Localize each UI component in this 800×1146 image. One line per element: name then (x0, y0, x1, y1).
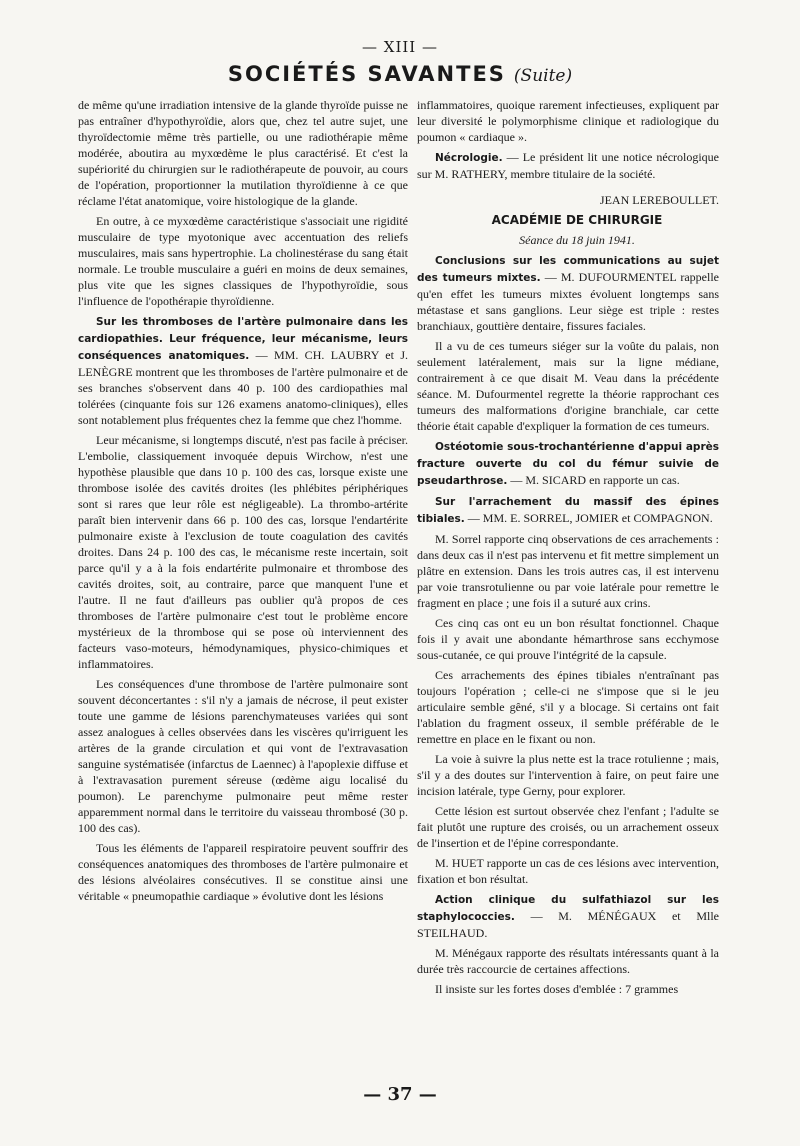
paragraph: La voie à suivre la plus nette est la trace rotulienne ; mais, s'il y a des doutes sur l'intervention à faire, on peut faire une incision latérale, type Gerny, pour explorer. (417, 752, 719, 798)
paragraph-body: — MM. CH. LAUBRY et J. LENÈGRE montrent que les thromboses de l'artère pulmonaire et de ses branches s'observent dans 40 p. 100 des cardiopathies mal tolérées (cinquante fois sur 126 examens anatomo-cliniques), elles sont notablement plus fréquentes chez la femme que chez l'homme. (78, 348, 408, 427)
paragraph-heading: Sur les thromboses de l'artère pulmonaire dans les cardiopathies. Leur fréquence, leur mécanisme, leurs conséquences anatomiques. (78, 316, 408, 362)
page-header (0, 62, 800, 86)
paragraph-arrachement (417, 493, 719, 527)
paragraph: de même qu'une irradiation intensive de la glande thyroïde puisse ne pas entraîner d'hypothyroïdie, alors que, chez tel autre sujet, une thyroïdectomie même très partielle, ou une radiothérapie même modérée, aboutira au myxœdème le plus caractérisé. Et c'est la supériorité du chirurgien sur le radiothérapeute de pouvoir, au cours de l'opération, proportionner la mutilation thyroïdienne à ce que réclame l'état anatomique, voire histologique de la glande. (78, 98, 408, 208)
paragraph-heading: Ostéotomie sous-trochantérienne d'appui après fracture ouverte du col du fémur suivie de pseudarthrose. (417, 441, 719, 487)
right-column (417, 97, 719, 1001)
paragraph-heading: Nécrologie. (435, 152, 503, 164)
paragraph-heading: Conclusions sur les communications au sujet des tumeurs mixtes. (417, 255, 719, 284)
paragraph: Les conséquences d'une thrombose de l'artère pulmonaire sont souvent déconcertantes : s'il n'y a jamais de nécrose, il peut exister toute une gamme de lésions parenchymateuses variées qui sont assez analogues à celles observées dans les viscères qu'irriguent les artères de la grande circulation et qui vont de l'extravasation sanguine systématisée (infarctus de Laennec) à l'apoplexie diffuse et à l'extravasation purement séreuse (œdème aigu localisé du poumon). Le parenchyme pulmonaire peut même rester apparemment normal dans le territoire du vaisseau thrombosé (30 p. 100 des cas). (78, 677, 408, 835)
header-title: SOCIÉTÉS SAVANTES (227, 62, 506, 86)
paragraph-body: — M. SICARD en rapporte un cas. (510, 473, 680, 487)
paragraph-tumeurs (417, 252, 719, 334)
paragraph-body: — Le président lit une notice nécrologique sur M. RATHERY, membre titulaire de la société. (417, 150, 720, 181)
paragraph: Ces cinq cas ont eu un bon résultat fonctionnel. Chaque fois il y avait une abondante hémarthrose sans ecchymose sous-cutanée, ce qui prouve l'intégrité de la capsule. (417, 616, 719, 662)
paragraph-thromboses (78, 313, 408, 428)
header-suite: (Suite) (513, 66, 573, 86)
paragraph-body: — M. MÉNÉGAUX et Mlle STEILHAUD. (417, 909, 720, 940)
paragraph: En outre, à ce myxœdème caractéristique s'associait une rigidité musculaire de type myotonique avec accentuation des reliefs musculaires, mais sans hypertrophie. La cholinestérase du sang était normale. Le trouble musculaire a guéri en moins de deux semaines, plus vite que les signes classiques de l'hypothyroïdie, sous l'influence de l'opothérapie thyroïdienne. (78, 214, 408, 308)
paragraph: inflammatoires, quoique rarement infectieuses, expliquent par leur diversité le polymorphisme clinique et radiologique du poumon « cardiaque ». (417, 98, 719, 144)
paragraph-necrologie (417, 149, 719, 182)
paragraph: M. HUET rapporte un cas de ces lésions avec intervention, fixation et bon résultat. (417, 856, 719, 886)
paragraph: Il a vu de ces tumeurs siéger sur la voûte du palais, non seulement latéralement, mais sur la ligne médiane, contrairement à ce que disait M. Veau dans la précédente séance. M. Dufourmentel regrette la théorie rapprochant ces tumeurs des malformations d'origine branchiale, car cette théorie était capable d'expliquer la formation de ces tumeurs. (417, 339, 719, 433)
folio: — XIII — (362, 38, 438, 56)
section-subtitle: Séance du 18 juin 1941. (519, 233, 635, 247)
paragraph: Ces arrachements des épines tibiales n'entraînant pas toujours l'opération ; celle-ci ne s'impose que si le jeu articulaire semble gêné, s'il y a blocage. Si certains ont fait l'ablation du fragment osseux, il semble préférable de le remettre en place en le fixant ou non. (417, 668, 719, 746)
paragraph: M. Ménégaux rapporte des résultats intéressants quant à la durée très raccourcie de certaines affections. (417, 946, 719, 976)
paragraph: Cette lésion est surtout observée chez l'enfant ; l'adulte se fait plutôt une rupture des croisés, ou un arrachement osseux de l'insertion et de l'épine correspondante. (417, 804, 719, 850)
page-number: — 37 — (363, 1084, 437, 1105)
paragraph: Leur mécanisme, si longtemps discuté, n'est pas facile à préciser. L'embolie, classiquement invoquée depuis Wirchow, n'est une hypothèse plausible que dans 10 p. 100 des cas, lorsque existe une thrombose isolée des cavités droites (les phlébites périphériques sont si rares que leur rôle est négligeable). La thrombo-artérite paraît bien intervenir dans 66 p. 100 des cas, lorsque l'endartérite pulmonaire existe à l'exclusion de toute coagulation des cavités droites. Dans 24 p. 100 des cas, le mécanisme reste incertain, soit parce qu'il y a à la fois endartérite pulmonaire et thrombose des cavités droites, soit, au contraire, parce que manquent l'une et l'autre. Il ne faut d'ailleurs pas oublier qu'à propos de ces thromboses de l'artère pulmonaire c'est tout le problème encore mystérieux de la thrombose qui se pose où interviennent des facteurs vaso-moteurs, hémodynamiques, physico-chimiques et inflammatoires. (78, 433, 408, 671)
paragraph-body: — MM. E. SORREL, JOMIER et COMPAGNON. (467, 511, 713, 525)
paragraph-osteotomie (417, 438, 719, 489)
paragraph-heading: Sur l'arrachement du massif des épines tibiales. (417, 496, 719, 525)
paragraph: M. Sorrel rapporte cinq observations de ces arrachements : dans deux cas il n'est pas intervenu et fit mettre simplement un plâtre en extension. Dans les trois autres cas, il est intervenu par voie transrotulienne ou par voie latérale pour remettre le fragment en place ; une fois il a suturé aux crins. (417, 532, 719, 610)
paragraph: Tous les éléments de l'appareil respiratoire peuvent souffrir des conséquences anatomiques des thromboses de l'artère pulmonaire et des lésions alvéolaires consécutives. Il se constitue ainsi une véritable « pneumopathie cardiaque » évolutive dont les lésions (78, 841, 408, 903)
paragraph-sulfathiazol (417, 891, 719, 941)
paragraph-heading: Action clinique du sulfathiazol sur les staphylococcies. (417, 894, 719, 923)
left-column (78, 97, 408, 908)
section-title: ACADÉMIE DE CHIRURGIE (491, 213, 663, 227)
paragraph: Il insiste sur les fortes doses d'emblée : 7 grammes (435, 982, 679, 996)
paragraph-body: — M. DUFOURMENTEL rappelle qu'en effet les tumeurs mixtes évoluent longtemps sans métastase et sans ganglions. Leur siège est triple : restes branchiaux, gouttière dentaire, fissures faciales. (417, 270, 719, 333)
signature: JEAN LEREBOULLET. (599, 193, 719, 207)
